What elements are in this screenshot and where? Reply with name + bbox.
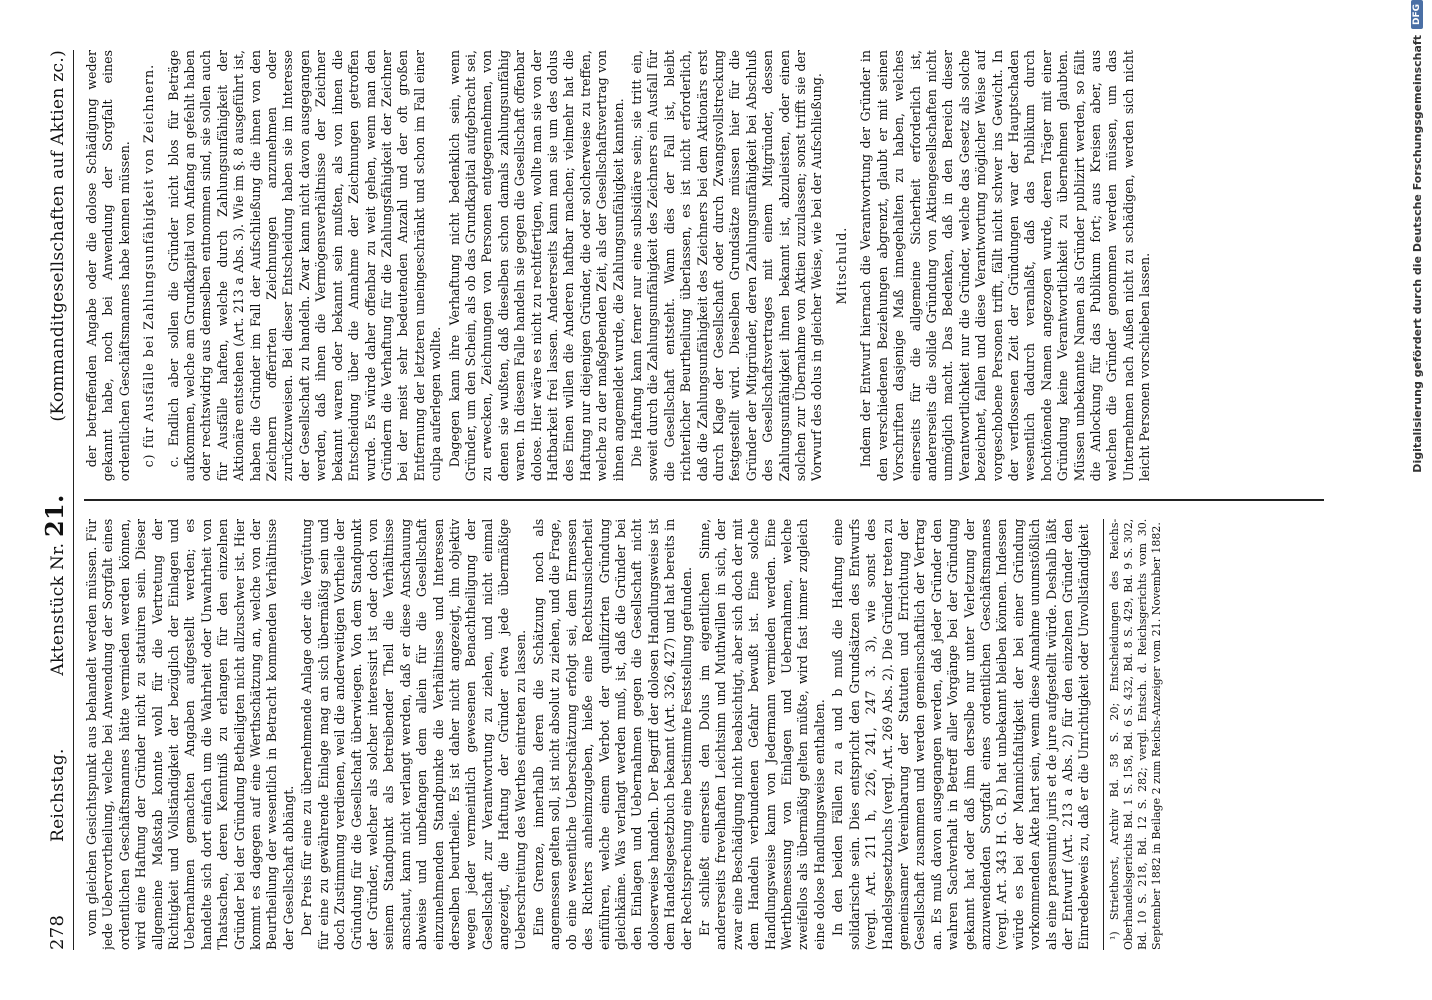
digitization-note: Digitalisierung gefördert durch die Deutsche Forschungsgemeinschaft — [1410, 35, 1424, 473]
left-column — [84, 519, 1324, 950]
left-paragraph: vom gleichen Gesichtspunkt aus behandelt werden müssen. Für jede Uebervortheilung, welche bei Anwendung der Sorgfalt eines ordentlichen Geschäftsmannes hätte vermieden werden können, wird eine Haftung der Gründer nicht zu statuiren sein. Dieser allgemeine Maßstab konnte wohl für die Vertretung der Richtigkeit und Vollständigkeit der bezüglich der Einlagen und Uebernahmen gemachten Angaben aufgestellt werden; es handelte sich dort einfach um die Wahrheit oder Unwahrheit von Thatsachen, deren Kenntniß zu erlangen für den einzelnen Gründer bei der Gründung Betheiligten nicht allzuschwer ist. Hier kommt es dagegen auf eine Werthschätzung an, welche von der Beurtheilung der wesentlich in Betracht kommenden Verhältnisse der Gesellschaft abhängt. — [84, 518, 296, 950]
right-paragraph: c. Endlich aber sollen die Gründer nicht blos für Beträge aufkommen, welche am Grundkapital von Anfang an gefehlt haben oder rechtswidrig aus demselben entnommen sind, sie sollen auch für Ausfälle haften, welche durch Zahlungsunfähigkeit der Aktionäre entstehen (Art. 213 a Abs. 3). Wie im §. 8 ausgeführt ist, haben die Gründer im Fall der Aufschließung die ihnen von den Zeichnern offerirten Zeichnungen anzunehmen oder zurückzuweisen. Bei dieser Entscheidung haben sie im Interesse der Gesellschaft zu handeln. Zwar kann nicht davon ausgegangen werden, daß ihnen die Vermögensverhältnisse der Zeichner bekannt waren oder bekannt sein mußten, als von ihnen die Entscheidung über die Annahme der Zeichnungen getroffen wurde. Es würde daher offenbar zu weit gehen, wenn man den Gründern die Verhaftung für die Zahlungsfähigkeit der Zeichner bei der meist sehr bedeutenden Anzahl und der oft großen Entfernung der letzteren uneingeschränkt und schon im Fall einer culpa auferlegen wollte. — [165, 50, 444, 482]
dfg-logo: DFG — [1411, 0, 1423, 29]
footnote — [1103, 519, 1164, 950]
left-paragraph: In den beiden Fällen zu a und b muß die Haftung eine solidarische sein. Dies entspricht den Grundsätzen des Entwurfs (vergl. Art. 211 h, 226, 241, 247 3. 3), wie sonst des Handelsgesetzbuchs (vergl. Art. 269 Abs. 2). Die Gründer treten zu gemeinsamer Vereinbarung der Statuten und Errichtung der Gesellschaft zusammen und werden gemeinschaftlich der Vertrag an. Es muß davon ausgegangen werden, daß jeder Gründer den wahren Sachverhalt in Betreff aller Vorgänge bei der Gründung gekannt hat oder daß ihm derselbe nur unter Verletzung der anzuwendenden Sorgfalt eines ordentlichen Geschäftsmannes (vergl. Art. 343 H. G. B.) hat unbekannt bleiben können. Indessen würde es bei der Mannichfaltigkeit der bei einer Gründung vorkommenden Akte hart sein, wenn diese Annahme unumstößlich als eine praesumtio juris et de jure aufgestellt würde. Deshalb läßt der Entwurf (Art. 213 a Abs. 2) für den einzelnen Gründer den Einredebeweis zu, daß er die Unrichtigkeit oder Unvollständigkeit — [830, 518, 1092, 950]
right-column — [84, 50, 1324, 481]
right-paragraph: Die Haftung kann ferner nur eine subsidiäre sein; sie tritt ein, soweit durch die Zahlungsunfähigkeit des Zeichners ein Ausfall für die Gesellschaft entsteht. Wann dies der Fall ist, bleibt richterlicher Beurtheilung überlassen, es ist nicht erforderlich, daß die Zahlungsunfähigkeit des Zeichners bei dem Aktionärs erst durch Klage der Gesellschaft oder durch Zwangsvollstreckung festgestellt wird. Dieselben Grundsätze müssen hier für die Gründer der Mitgründer, deren Zahlungsunfähigkeit bei Abschluß des Gesellschaftsvertrages mit einem Mitgründer, dessen Zahlungsunfähigkeit ihnen bekannt ist, abzuleisten, oder einen solchen zur Übernahme von Aktien zuzulassen; sonst trifft sie der Vorwurf des dolus in gleicher Weise, wie bei der Aufschließung. — [629, 50, 825, 482]
section-heading: c) für Ausfälle bei Zahlungsunfähigkeit von Zeichnern. — [141, 63, 157, 468]
header-middle-label: Aktenstück Nr. — [48, 542, 68, 676]
right-paragraph: der betreffenden Angabe oder die dolose Schädigung weder gekannt habe, noch bei Anwendung der Sorgfalt eines ordentlichen Geschäftsmannes habe kennen müssen. — [84, 50, 132, 482]
column-divider — [84, 499, 1324, 501]
header-left-title: Reichstag. — [48, 748, 68, 843]
header-right-title: (Kommanditgesellschaften auf Aktien zc.) — [48, 50, 68, 422]
left-paragraph: Der Preis für eine zu übernehmende Anlage oder die Vergütung für eine zu gewährende Einlage mag an sich übermäßig sein und doch Zustimmung verdienen, weil die anderweitigen Vortheile der Gründung für die Gesellschaft überwiegen. Von dem Standpunkt der Gründer, welcher als solcher interessirt ist oder doch von seinem Standpunkt als betreibender Theil die Verhältnisse anschaut, kann nicht verlangt werden, daß er diese Anschauung abweise und unbefangen dem allein für die Gesellschaft einzunehmenden Standpunkte die Verhältnisse und Interessen derselben beurtheile. Es ist daher nicht angezeigt, ihn objektiv wegen jeder vermeintlich gewesenen Benachtheiligung der Gesellschaft zur Verantwortung zu ziehen, und nicht einmal angezeigt, die Haftung der Gründer etwa jede übermäßige Ueberschreitung des Werthes eintreten zu lassen. — [299, 518, 528, 950]
page-number: 278 — [47, 914, 68, 950]
footnote-text: ¹) Striethorst, Archiv Bd. 58 S. 20; Entscheidungen des Reichs-Oberhandelsgerichts Bd. 1 S. 158, Bd. 6 S. 432, Bd. 8 S. 429, Bd. 9 S. 302, Bd. 10 S. 218, Bd. 12 S. 282; vergl. Entsch. d. Reichsgerichts vom 30. September 1882 in Beilage 2 zum Reichs-Anzeiger vom 21. November 1882. — [1107, 518, 1163, 950]
right-paragraph: Dagegen kann ihre Verhaftung nicht bedenklich sein, wenn Gründer, um den Schein, als ob das Grundkapital aufgebracht sei, zu erwecken, Zeichnungen von Personen entgegennehmen, von denen sie wußten, daß dieselben schon damals zahlungsunfähig waren. In diesem Falle handeln sie gegen die Gesellschaft offenbar dolose. Hier wäre es nicht zu rechtfertigen, wollte man sie von der Haftbarkeit frei lassen. Andererseits kann man sie um des dolus des Einen willen die Anderen haftbar machen; vielmehr hat die Haftung nur diejenigen Gründer, die oder solcherweise zu treffen, welche zu der maßgebenden Zeit, als der Gesellschaftsvertrag von ihnen angemeldet wurde, die Zahlungsunfähigkeit kannten. — [446, 50, 626, 482]
left-paragraph: Er schließt einerseits den Dolus im eigentlichen Sinne, andererseits frevelhaften Leichtsinn und Muthwillen in sich, der zwar eine Beschädigung nicht beabsichtigt, aber sich doch der mit dem Handeln verbundenen Gefahr bewußt ist. Eine solche Handlungsweise kann von Jedermann vermieden werden. Eine Werthbemessung von Einlagen und Uebernahmen, welche zweifellos als übermäßig gelten müßte, wird fast immer zugleich eine dolose Handlungsweise enthalten. — [697, 518, 827, 950]
header-middle-title — [40, 494, 69, 675]
digitization-strip — [1406, 0, 1428, 1000]
subheading: Mitschuld. — [833, 226, 849, 305]
left-paragraph: Eine Grenze, innerhalb deren die Schätzung noch als angemessen gelten soll, ist nicht absolut zu ziehen, und die Frage, ob eine wesentliche Ueberschätzung erfolgt sei, dem Ermessen des Richters anheimzugeben, hieße eine Rechtsunsicherheit einführen, welche einem Verbot der qualifizirten Gründung gleichkäme. Was verlangt werden muß, ist, daß die Gründer bei den Einlagen und Uebernahmen gegen die Gesellschaft nicht doloserweise handeln. Der Begriff der dolosen Handlungsweise ist dem Handelsgesetzbuch bekannt (Art. 326, 427) und hat bereits in der Rechtsprechung eine bestimmte Feststellung gefunden. — [530, 518, 694, 950]
page-header — [40, 50, 74, 950]
right-paragraph: Indem der Entwurf hiernach die Verantwortung der Gründer in den verschiedenen Beziehungen abgrenzt, glaubt er mit seinen Vorschriften dasjenige Maß innegehalten zu haben, welches einerseits für die allgemeine Sicherheit erforderlich ist, andererseits die solide Gründung von Aktiengesellschaften nicht unmöglich macht. Das Bedenken, daß in den Bereich dieser Verantwortlichkeit nur die Gründer, welche das Gesetz als solche bezeichnet, fallen und diese Verantwortung möglicher Weise auf vorgeschobene Personen trifft, fällt nicht schwer ins Gewicht. In der verflossenen Zeit der Gründungen war der Hauptschaden wesentlich dadurch veranlaßt, daß das Publikum durch hochtönende Namen angezogen wurde, deren Träger mit einer Gründung keine Verantwortlichkeit zu übernehmen glaubten. Müssen unbekannte Namen als Gründer publizirt werden, so fällt die Anlockung für das Publikum fort; aus Kreisen aber, aus welchen die Gründer genommen werden müssen, um das Unternehmen nach Außen nicht zu schädigen, werden sich nicht leicht Personen vorschieben lassen. — [858, 50, 1153, 482]
header-document-number: 21. — [40, 494, 69, 537]
